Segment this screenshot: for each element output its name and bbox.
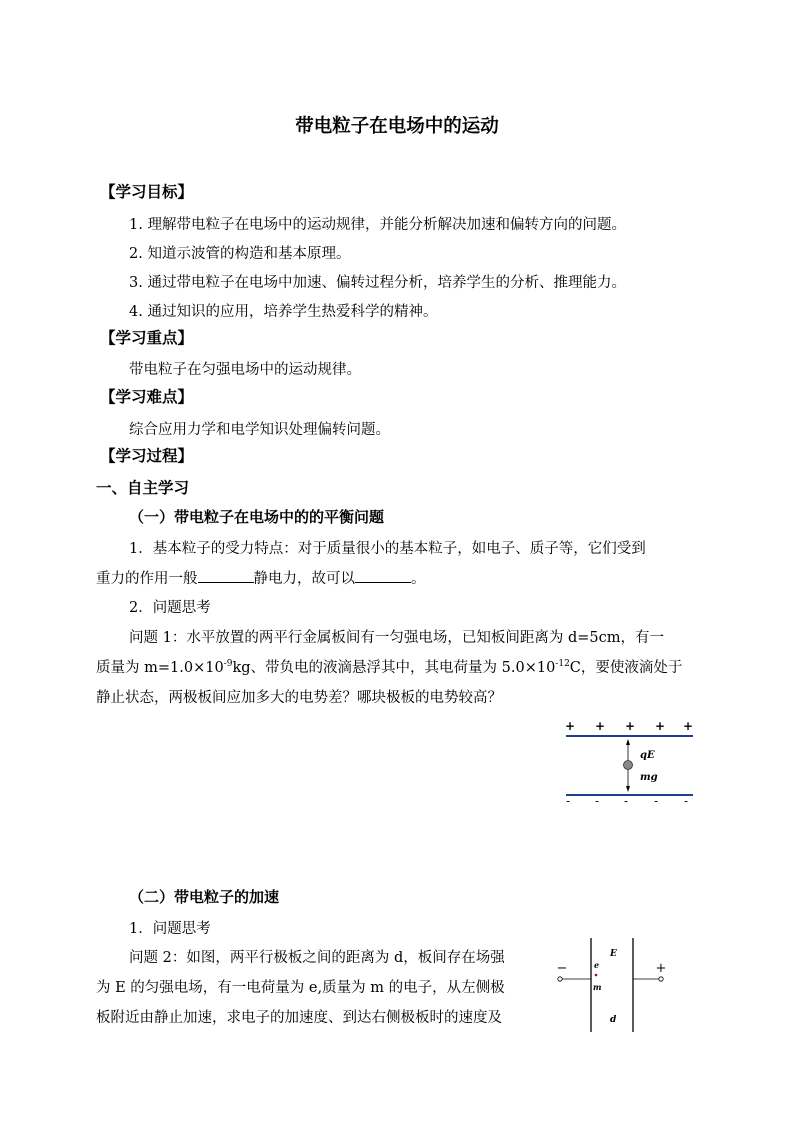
key-points-text: 带电粒子在匀强电场中的运动规律。 (129, 362, 361, 378)
minus-sign: - (623, 794, 629, 808)
plus-sign: + (594, 719, 606, 733)
label-E: E (610, 949, 617, 959)
objective-item-3: 3. 通过带电粒子在电场中加速、偏转过程分析，培养学生的分析、推理能力。 (129, 275, 626, 291)
label-m: m (593, 982, 602, 992)
question2-line2: 为 E 的匀强电场，有一电荷量为 e,质量为 m 的电子，从左侧极 (96, 980, 505, 996)
key-points-heading: 【学习重点】 (100, 329, 194, 347)
sub1-item1-line2 (96, 567, 426, 588)
plus-sign: + (564, 719, 576, 733)
objectives-heading: 【学习目标】 (100, 183, 194, 201)
label-qE: qE (640, 750, 655, 761)
difficulties-text: 综合应用力学和电学知识处理偏转问题。 (129, 422, 390, 438)
sub1-item2: 2．问题思考 (129, 600, 211, 616)
plus-sign: + (682, 719, 694, 733)
droplet (624, 761, 633, 770)
question2-line3: 板附近由静止加速，求电子的加速度、到达右侧极板时的速度及 (96, 1010, 502, 1026)
difficulties-heading: 【学习难点】 (100, 388, 194, 406)
page-title: 带电粒子在电场中的运动 (295, 116, 499, 137)
label-mg: mg (640, 772, 658, 783)
objective-item-2: 2. 知道示波管的构造和基本原理。 (129, 246, 351, 262)
right-terminal (659, 977, 663, 981)
process-heading: 【学习过程】 (100, 447, 194, 465)
question2-line1: 问题 2：如图，两平行极板之间的距离为 d，板间存在场强 (129, 950, 505, 966)
objective-item-4: 4. 通过知识的应用，培养学生热爱科学的精神。 (129, 304, 438, 320)
plus-sign: + (654, 719, 666, 733)
left-terminal (558, 977, 562, 981)
minus-sign: - (565, 794, 571, 808)
item1-text-b: 静电力，故可以 (253, 571, 355, 587)
item1-text-c: 。 (411, 571, 426, 587)
q1-charge-text: kg、带负电的液滴悬浮其中，其电荷量为 5.0×10 (232, 660, 556, 676)
fill-blank-2[interactable] (355, 568, 411, 583)
label-plus: + (655, 961, 667, 976)
question1-line1: 问题 1：水平放置的两平行金属板间有一匀强电场，已知板间距离为 d=5cm，有一 (129, 630, 664, 646)
q1-end-text: C，要使液滴处于 (569, 660, 683, 676)
sub1-item1-line1: 1．基本粒子的受力特点：对于质量很小的基本粒子，如电子、质子等，它们受到 (129, 541, 646, 557)
minus-sign: - (683, 794, 689, 808)
label-minus: − (556, 961, 568, 976)
sub1-heading: （一）带电粒子在电场中的的平衡问题 (129, 508, 385, 526)
part1-heading: 一、自主学习 (96, 479, 190, 497)
sub2-item1: 1．问题思考 (129, 921, 211, 937)
label-d: d (610, 1015, 617, 1025)
objective-item-1: 1. 理解带电粒子在电场中的运动规律，并能分析解决加速和偏转方向的问题。 (129, 217, 626, 233)
item1-text-a: 重力的作用一般 (96, 571, 198, 587)
figure-vertical-plates (553, 936, 675, 1034)
arrow-up-icon (626, 739, 630, 745)
minus-sign: - (653, 794, 659, 808)
fill-blank-1[interactable] (198, 568, 254, 583)
q1-mass-exponent: -9 (223, 659, 233, 670)
arrow-down-icon (626, 786, 630, 792)
minus-sign: - (594, 794, 600, 808)
figure-parallel-plates (560, 718, 700, 810)
q1-charge-exponent: -12 (555, 659, 570, 670)
electron (595, 974, 598, 977)
sub2-heading: （二）带电粒子的加速 (129, 888, 280, 906)
question1-line2 (96, 656, 682, 677)
plus-sign: + (624, 719, 636, 733)
question1-line3: 静止状态，两极板间应加多大的电势差？哪块极板的电势较高？ (96, 690, 502, 706)
q1-mass-text: 质量为 m=1.0×10 (96, 660, 224, 676)
label-e: e (594, 960, 600, 970)
